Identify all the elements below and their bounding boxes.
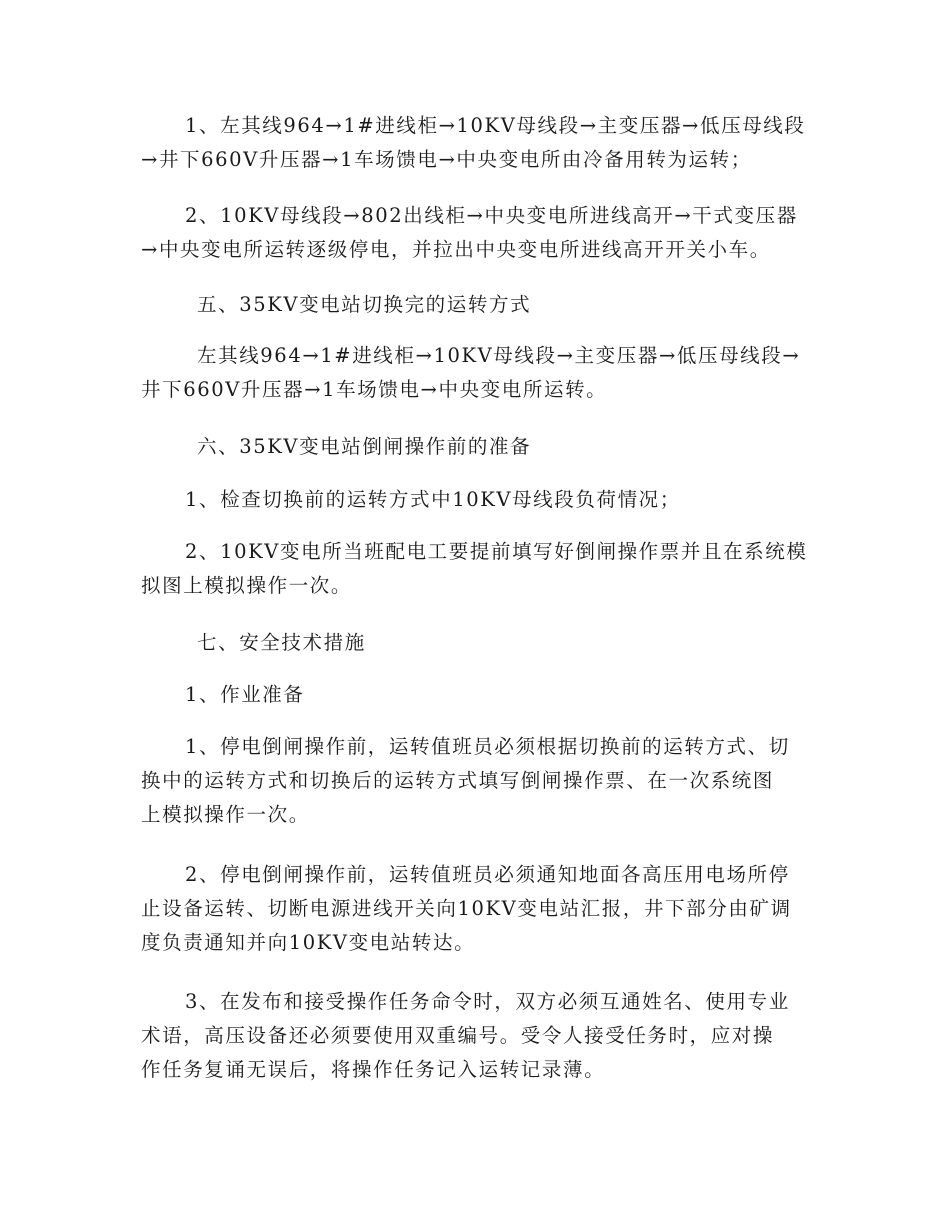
section-heading <box>141 626 809 660</box>
text-line: 2、10KV变电所当班配电工要提前填写好倒闸操作票并且在系统模 <box>185 540 808 563</box>
text-line: 1、作业准备 <box>185 683 305 706</box>
text-line: 作任务复诵无误后，将操作任务记入运转记录薄。 <box>141 1058 606 1081</box>
text-line: 3、在发布和接受操作任务命令时，双方必须互通姓名、使用专业 <box>185 990 790 1013</box>
text-line: 换中的运转方式和切换后的运转方式填写倒闸操作票、在一次系统图 <box>141 769 775 792</box>
paragraph <box>141 199 809 267</box>
text-line: 左其线964→1#进线柜→10KV母线段→主变压器→低压母线段→ <box>197 344 801 367</box>
text-line: 上模拟操作一次。 <box>141 803 310 826</box>
paragraph <box>141 535 809 603</box>
text-line: 拟图上模拟操作一次。 <box>141 574 353 597</box>
paragraph <box>141 678 809 712</box>
paragraph <box>141 483 809 517</box>
paragraph <box>141 858 809 960</box>
text-line: 井下660V升压器→1车场馈电→中央变电所运转。 <box>141 378 608 401</box>
heading-text: 七、安全技术措施 <box>197 631 366 654</box>
text-line: 度负责通知并向10KV变电站转达。 <box>141 931 476 954</box>
paragraph <box>141 985 809 1087</box>
paragraph <box>141 730 809 832</box>
text-line: 术语，高压设备还必须要使用双重编号。受令人接受任务时，应对操 <box>141 1024 775 1047</box>
text-line: 1、左其线964→1#进线柜→10KV母线段→主变压器→低压母线段 <box>185 114 806 137</box>
section-heading <box>141 430 809 464</box>
paragraph <box>141 109 809 177</box>
text-line: 2、停电倒闸操作前，运转值班员必须通知地面各高压用电场所停 <box>185 863 790 886</box>
heading-text: 五、35KV变电站切换完的运转方式 <box>197 293 532 316</box>
heading-text: 六、35KV变电站倒闸操作前的准备 <box>197 435 532 458</box>
section-heading <box>141 288 809 322</box>
text-line: →中央变电所运转逐级停电，并拉出中央变电所进线高开开关小车。 <box>141 238 771 261</box>
text-line: 止设备运转、切断电源进线开关向10KV变电站汇报，井下部分由矿调 <box>141 897 792 920</box>
text-line: →井下660V升压器→1车场馈电→中央变电所由冷备用转为运转； <box>141 148 752 171</box>
paragraph <box>141 339 809 407</box>
text-line: 2、10KV母线段→802出线柜→中央变电所进线高开→干式变压器 <box>185 204 798 227</box>
text-line: 1、检查切换前的运转方式中10KV母线段负荷情况； <box>185 488 681 511</box>
text-line: 1、停电倒闸操作前，运转值班员必须根据切换前的运转方式、切 <box>185 735 790 758</box>
